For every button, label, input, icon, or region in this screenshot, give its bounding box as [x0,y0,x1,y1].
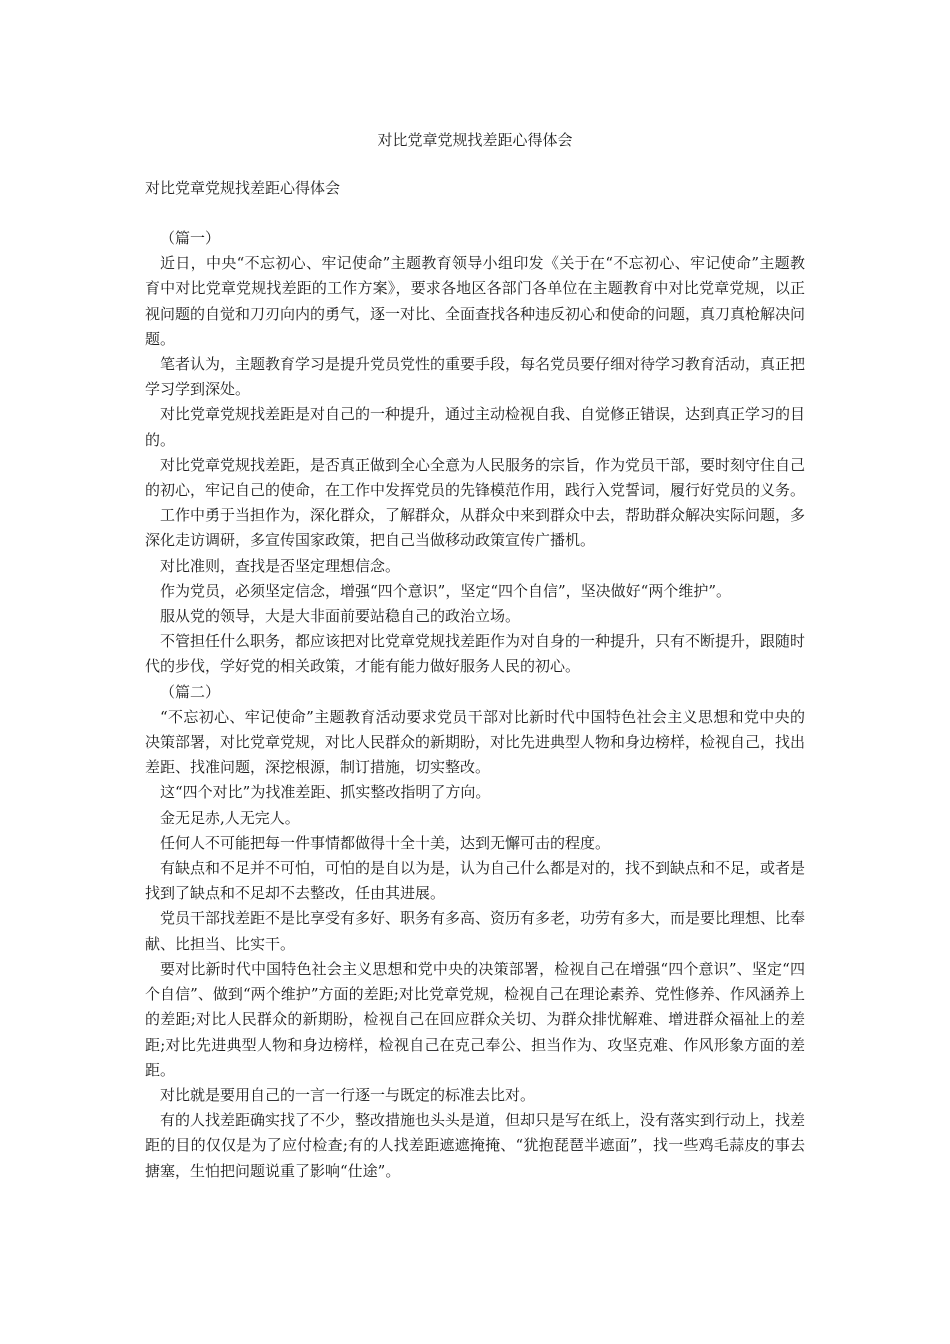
paragraph: 对比党章党规找差距是对自己的一种提升，通过主动检视自我、自觉修正错误，达到真正学习的目的。 [145,405,806,449]
paragraph: 党员干部找差距不是比享受有多好、职务有多高、资历有多老，功劳有多大，而是要比理想、比奉献、比担当、比实干。 [145,909,806,953]
paragraph: 作为党员，必须坚定信念，增强“四个意识”，坚定“四个自信”，坚决做好“两个维护”。 [160,581,732,600]
paragraph: 这“四个对比”为找准差距、抓实整改指明了方向。 [160,783,491,802]
paragraph: 不管担任什么职务，都应该把对比党章党规找差距作为对自身的一种提升，只有不断提升，跟随时代的步伐，学好党的相关政策，才能有能力做好服务人民的初心。 [145,632,806,676]
paragraph: “不忘初心、牢记使命”主题教育活动要求党员干部对比新时代中国特色社会主义思想和党中央的决策部署，对比党章党规，对比人民群众的新期盼，对比先进典型人物和身边榜样，检视自己，找出差距、找准问题，深挖根源，制订措施，切实整改。 [145,707,806,777]
document-subtitle: 对比党章党规找差距心得体会 [145,179,341,197]
paragraph: 金无足赤,人无完人。 [160,808,300,827]
paragraph: 有的人找差距确实找了不少，整改措施也头头是道，但却只是写在纸上，没有落实到行动上，找差距的目的仅仅是为了应付检查;有的人找差距遮遮掩掩、“犹抱琵琶半遮面”，找一些鸡毛蒜皮的事去搪塞，生怕把问题说重了影响“仕途”。 [145,1111,806,1180]
section-heading: （篇二） [160,682,221,701]
paragraph: 对比准则，查找是否坚定理想信念。 [160,556,401,575]
paragraph: 近日，中央“不忘初心、牢记使命”主题教育领导小组印发《关于在“不忘初心、牢记使命”主题教育中对比党章党规找差距的工作方案》，要求各地区各部门各单位在主题教育中对比党章党规，以正视问题的自觉和刀刃向内的勇气，逐一对比、全面查找各种违反初心和使命的问题，真刀真枪解决问题。 [145,254,806,348]
section-heading: （篇一） [160,229,221,247]
paragraph: 对比就是要用自己的一言一行逐一与既定的标准去比对。 [160,1085,536,1104]
paragraph: 任何人不可能把每一件事情都做得十全十美，达到无懈可击的程度。 [160,833,611,852]
document-body [145,226,805,1184]
paragraph: 工作中勇于当担作为，深化群众，了解群众，从群众中来到群众中去，帮助群众解决实际问题，多深化走访调研，多宣传国家政策，把自己当做移动政策宣传广播机。 [145,506,806,550]
paragraph: 服从党的领导，大是大非面前要站稳自己的政治立场。 [160,607,521,626]
paragraph: 对比党章党规找差距，是否真正做到全心全意为人民服务的宗旨，作为党员干部，要时刻守住自己的初心，牢记自己的使命，在工作中发挥党员的先锋模范作用，践行入党誓词，履行好党员的义务。 [145,455,806,500]
paragraph: 要对比新时代中国特色社会主义思想和党中央的决策部署，检视自己在增强“四个意识”、坚定“四个自信”、做到“两个维护”方面的差距;对比党章党规，检视自己在理论素养、党性修养、作风涵养上的差距;对比人民群众的新期盼，检视自己在回应群众关切、为群众排忧解难、增进群众福祉上的差距;对比先进典型人物和身边榜样，检视自己在克己奉公、担当作为、攻坚克难、作风形象方面的差距。 [145,959,805,1079]
document-title: 对比党章党规找差距心得体会 [377,131,573,149]
paragraph: 有缺点和不足并不可怕，可怕的是自以为是，认为自己什么都是对的，找不到缺点和不足，或者是找到了缺点和不足却不去整改，任由其进展。 [145,859,806,903]
paragraph: 笔者认为，主题教育学习是提升党员党性的重要手段，每名党员要仔细对待学习教育活动，真正把学习学到深处。 [145,355,806,399]
